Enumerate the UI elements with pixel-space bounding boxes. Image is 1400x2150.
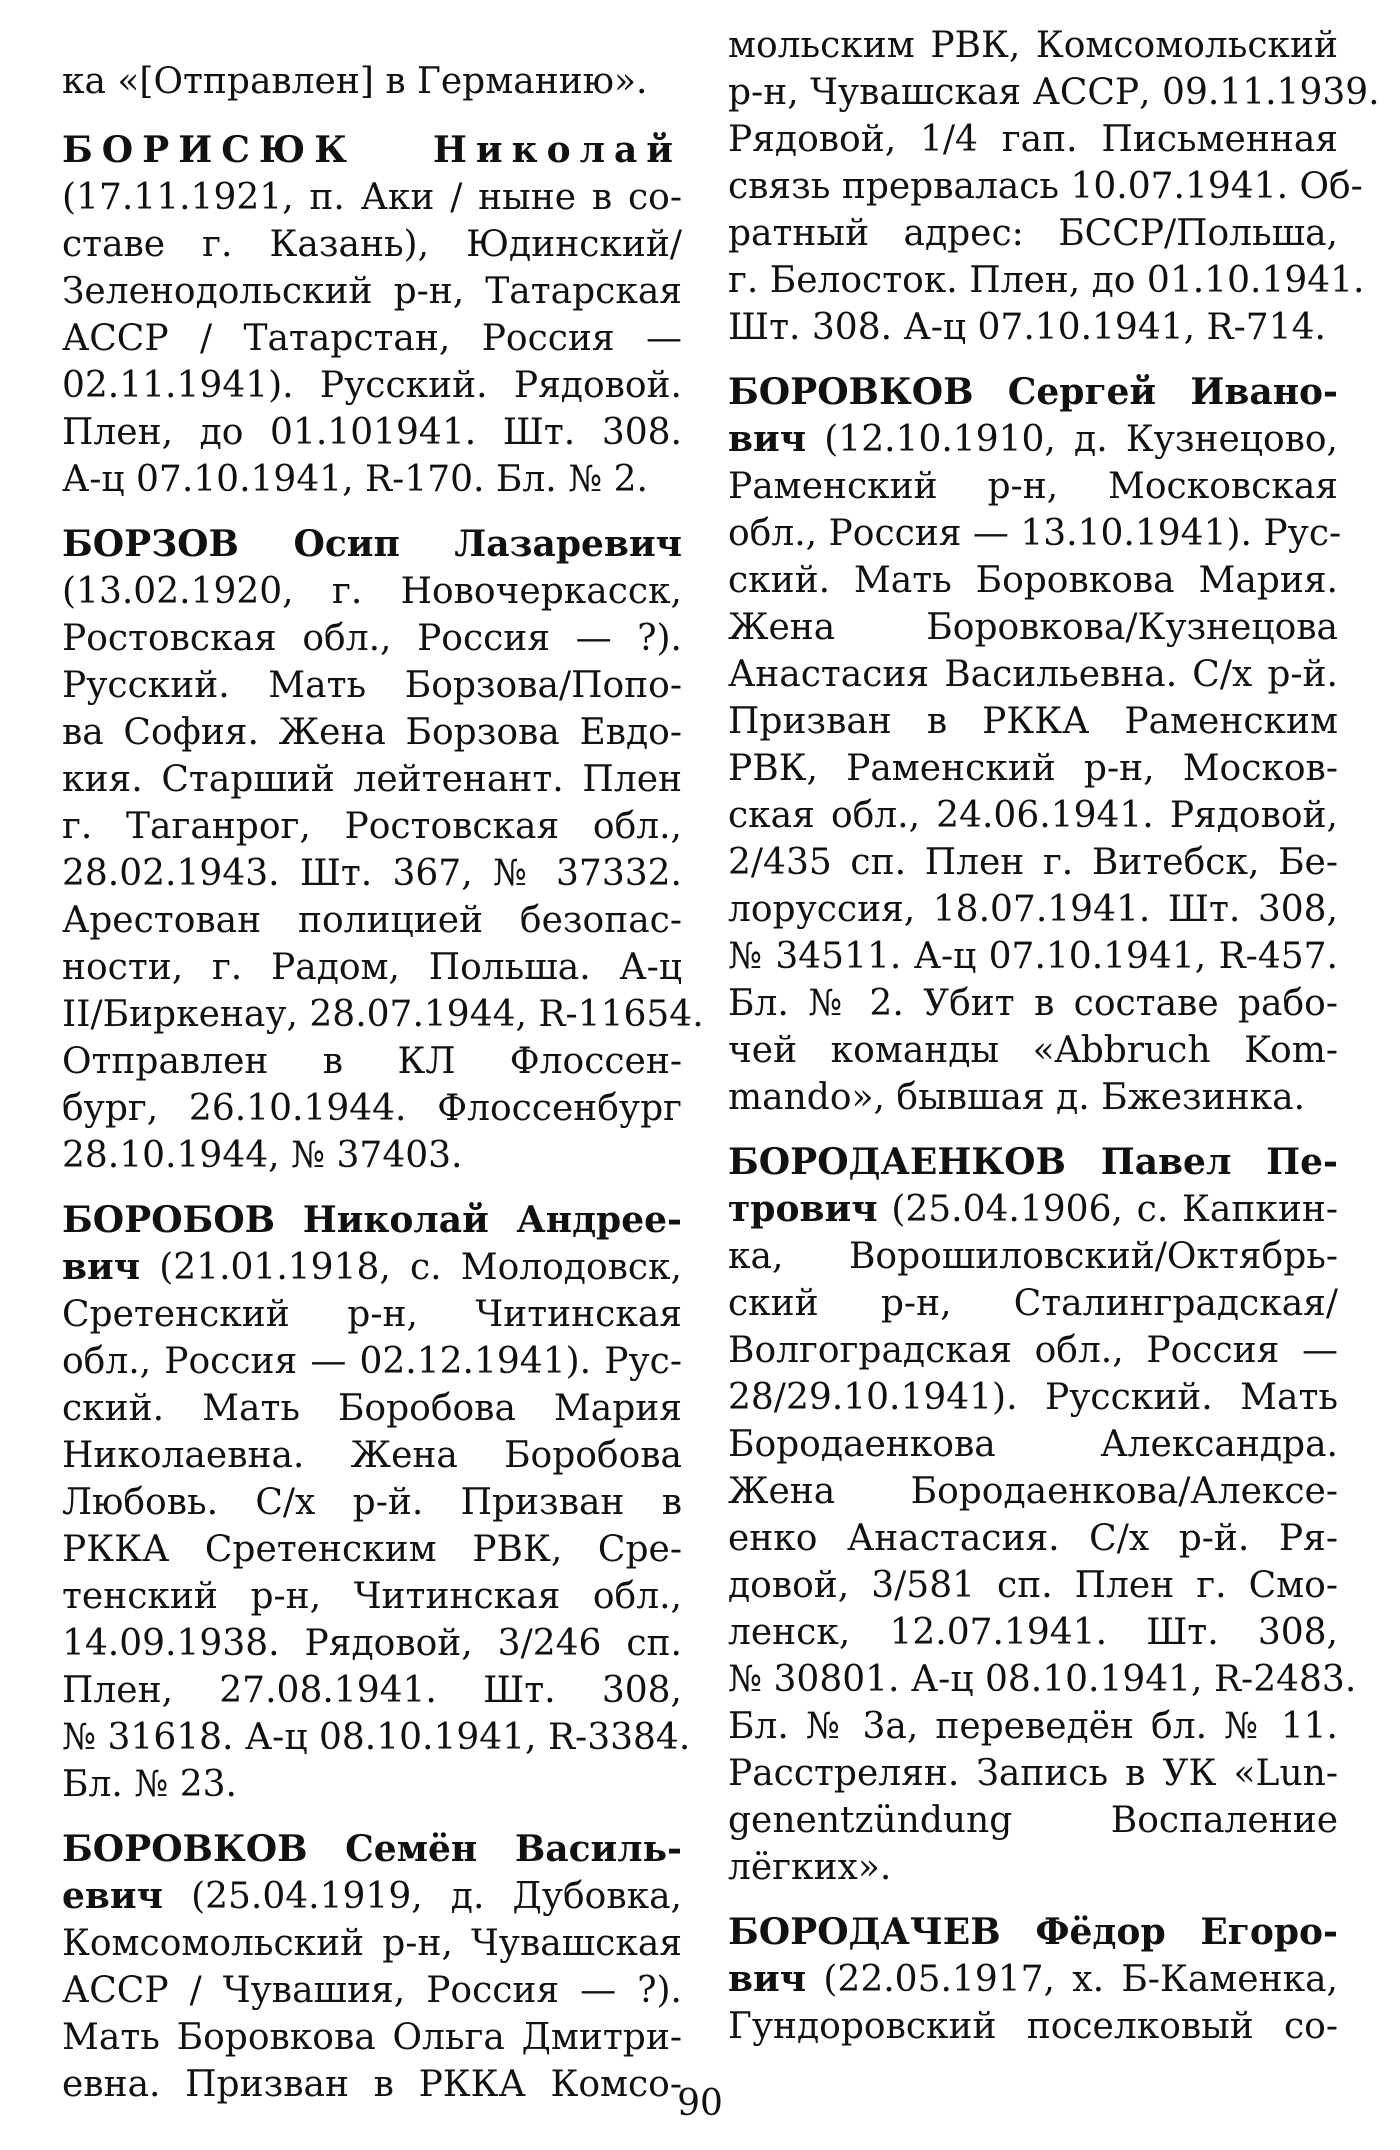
entry-birth-details: (22.05.1917, х. Б-Каменка, — [806, 1959, 1338, 2000]
entry-line: 28/29.10.1941). Русский. Мать — [728, 1377, 1338, 1418]
entry-line: 14.09.1938. Рядовой, 3/246 сп. — [62, 1623, 682, 1664]
continuation-text: ка «[Отправлен] в Германию». — [62, 61, 648, 102]
entry-birth-details: (21.01.1918, с. Молодовск, — [140, 1247, 682, 1288]
entry-line: Сретенский р-н, Читинская — [62, 1294, 682, 1335]
entry-surname: БОРОДАЕНКОВ — [728, 1141, 1066, 1183]
entry-line: № 34511. А-ц 07.10.1941, R-457. — [728, 936, 1338, 977]
entry-line: Любовь. С/х р-й. Призван в — [62, 1482, 682, 1523]
entry-line: г. Белосток. Плен, до 01.10.1941. — [728, 260, 1365, 301]
entry-line: Гундоровский поселковый со- — [728, 2006, 1338, 2047]
entry-line: Комсомольский р-н, Чувашская — [62, 1923, 682, 1964]
entry-borovkov-semyon-continued — [728, 22, 1380, 351]
entry-line: ка, Ворошиловский/Октябрь- — [728, 1236, 1338, 1277]
entry-line: № 31618. А-ц 08.10.1941, R-3384. — [62, 1717, 691, 1758]
entry-surname: БОРИСЮК — [62, 129, 356, 171]
right-column — [728, 22, 1380, 2068]
entry-line: связь прервалась 10.07.1941. Об- — [728, 166, 1363, 207]
entry-line: Бл. № 3а, переведён бл. № 11. — [728, 1706, 1338, 1747]
entry-given-name: Сергей Ивано- — [1007, 371, 1338, 413]
entry-line: г. Таганрог, Ростовская обл., — [62, 806, 682, 847]
entry-line — [728, 1956, 1338, 2003]
entry-line: 02.11.1941). Русский. Рядовой. — [62, 365, 682, 406]
entry-line: довой, 3/581 сп. Плен г. Смо- — [728, 1565, 1338, 1606]
entry-given-name-continued: вич — [62, 1246, 141, 1288]
entry-line: енко Анастасия. С/х р-й. Ря- — [728, 1518, 1338, 1559]
entry-surname: БОРОВКОВ — [62, 1828, 308, 1870]
entry-line: ская обл., 24.06.1941. Рядовой, — [728, 795, 1338, 836]
entry-line: лоруссия, 18.07.1941. Шт. 308, — [728, 889, 1338, 930]
entry-line: № 30801. А-ц 08.10.1941, R-2483. — [728, 1659, 1357, 1700]
entry-borovkov-semyon — [62, 1826, 682, 2108]
entry-line: ленск, 12.07.1941. Шт. 308, — [728, 1612, 1338, 1653]
entry-line: чей команды «Abbruch Kom- — [728, 1030, 1338, 1071]
entry-line: евна. Призван в РККА Комсо- — [62, 2064, 682, 2105]
entry-given-name: Осип Лазаревич — [293, 523, 682, 565]
entry-line: mando», бывшая д. Бжезинка. — [728, 1077, 1306, 1118]
entry-line: АССР / Чувашия, Россия — ?). — [62, 1970, 682, 2011]
entry-line: Жена Бородаенкова/Алексе- — [728, 1471, 1338, 1512]
entry-line: ратный адрес: БССР/Польша, — [728, 213, 1338, 254]
entry-surname: БОРОБОВ — [62, 1199, 276, 1241]
entry-line: Николаевна. Жена Боробова — [62, 1435, 682, 1476]
entry-heading — [728, 1909, 1338, 1956]
entry-line: ский. Мать Боровкова Мария. — [728, 560, 1338, 601]
entry-line: Арестован полицией безопас- — [62, 900, 682, 941]
entry-given-name-continued: вич — [728, 1958, 807, 2000]
entry-line — [728, 1186, 1338, 1233]
entry-line: genentzündung Воспаление — [728, 1800, 1338, 1841]
entry-line: Бородаенкова Александра. — [728, 1424, 1338, 1465]
entry-birth-details: (25.04.1919, д. Дубовка, — [162, 1876, 682, 1917]
entry-line: ский р-н, Сталинградская/ — [728, 1283, 1338, 1324]
entry-line: Рядовой, 1/4 гап. Письменная — [728, 119, 1338, 160]
entry-heading — [728, 1139, 1338, 1186]
entry-given-name: Павел Пе- — [1100, 1141, 1338, 1183]
entry-line: ва София. Жена Борзова Евдо- — [62, 712, 682, 753]
entry-surname: БОРОДАЧЕВ — [728, 1911, 1001, 1953]
entry-birth-details: (12.10.1910, д. Кузнецово, — [806, 419, 1338, 460]
entry-line: 28.02.1943. Шт. 367, № 37332. — [62, 853, 682, 894]
entry-given-name: Николай — [432, 129, 682, 171]
entry-line: Бл. № 23. — [62, 1764, 237, 1805]
entry-borodachev — [728, 1909, 1338, 2050]
entry-line: АССР / Татарстан, Россия — — [62, 318, 682, 359]
entry-line: (17.11.1921, п. Аки / ныне в со- — [62, 177, 682, 218]
entry-line: тенский р-н, Читинская обл., — [62, 1576, 682, 1617]
entry-borobov — [62, 1197, 691, 1808]
entry-line: р-н, Чувашская АССР, 09.11.1939. — [728, 72, 1380, 113]
entry-given-name: Фёдор Егоро- — [1035, 1911, 1338, 1953]
entry-line: ский. Мать Боробова Мария — [62, 1388, 682, 1429]
entry-line: бург, 26.10.1944. Флоссенбург — [62, 1088, 682, 1129]
entry-line: Расстрелян. Запись в УК «Lun- — [728, 1753, 1338, 1794]
entry-heading — [62, 1197, 682, 1244]
entry-line: ставе г. Казань), Юдинский/ — [62, 224, 682, 265]
entry-line: Раменский р-н, Московская — [728, 466, 1338, 507]
entry-birth-details: (25.04.1906, с. Капкин- — [877, 1189, 1338, 1230]
entry-line: Шт. 308. А-ц 07.10.1941, R-714. — [728, 307, 1326, 348]
entry-line: II/Биркенау, 28.07.1944, R-11654. — [62, 994, 704, 1035]
entry-borovkov-sergey — [728, 369, 1342, 1121]
entry-line: Призван в РККА Раменским — [728, 701, 1338, 742]
entry-line: ности, г. Радом, Польша. А-ц — [62, 947, 682, 988]
entry-borzov — [62, 521, 704, 1179]
entry-surname: БОРОВКОВ — [728, 371, 974, 413]
entry-line: Бл. № 2. Убит в составе рабо- — [728, 983, 1338, 1024]
entry-heading — [62, 127, 682, 174]
entry-line: А-ц 07.10.1941, R-170. Бл. № 2. — [62, 459, 648, 500]
entry-line — [728, 416, 1338, 463]
entry-line: Волгоградская обл., Россия — — [728, 1330, 1338, 1371]
entry-given-name-continued: евич — [62, 1875, 163, 1917]
entry-line: Жена Боровкова/Кузнецова — [728, 607, 1338, 648]
entry-given-name: Николай Андрее- — [302, 1199, 682, 1241]
entry-heading — [62, 521, 682, 568]
entry-line: Плен, 27.08.1941. Шт. 308, — [62, 1670, 682, 1711]
entry-line: Зеленодольский р-н, Татарская — [62, 271, 682, 312]
entry-heading — [728, 369, 1338, 416]
entry-line: Отправлен в КЛ Флоссен- — [62, 1041, 682, 1082]
entry-line: обл., Россия — 13.10.1941). Рус- — [728, 513, 1342, 554]
entry-line: 2/435 сп. Плен г. Витебск, Бе- — [728, 842, 1338, 883]
entry-given-name-continued: вич — [728, 418, 807, 460]
entry-line: Ростовская обл., Россия — ?). — [62, 618, 682, 659]
entry-heading — [62, 1826, 682, 1873]
entry-line: (13.02.1920, г. Новочеркасск, — [62, 571, 682, 612]
entry-line: Русский. Мать Борзова/Попо- — [62, 665, 682, 706]
entry-line: мольским РВК, Комсомольский — [728, 25, 1338, 66]
entry-line: 28.10.1944, № 37403. — [62, 1135, 463, 1176]
entry-given-name-continued: трович — [728, 1188, 878, 1230]
entry-line: обл., Россия — 02.12.1941). Рус- — [62, 1341, 682, 1382]
entry-line — [62, 1873, 682, 1920]
entry-surname: БОРЗОВ — [62, 523, 239, 565]
entry-given-name: Семён Василь- — [345, 1828, 682, 1870]
entry-line: Мать Боровкова Ольга Дмитри- — [62, 2017, 682, 2058]
entry-line: лёгких». — [728, 1847, 892, 1888]
entry-line: РВК, Раменский р-н, Москов- — [728, 748, 1338, 789]
entry-line — [62, 1244, 682, 1291]
entry-line: Анастасия Васильевна. С/х р-й. — [728, 654, 1338, 695]
entry-borodaenkov — [728, 1139, 1357, 1891]
entry-borisyuk — [62, 127, 682, 503]
entry-line: кия. Старший лейтенант. Плен — [62, 759, 682, 800]
page-number: 90 — [677, 2083, 723, 2124]
entry-line: РККА Сретенским РВК, Сре- — [62, 1529, 682, 1570]
entry-line: Плен, до 01.101941. Шт. 308. — [62, 412, 682, 453]
